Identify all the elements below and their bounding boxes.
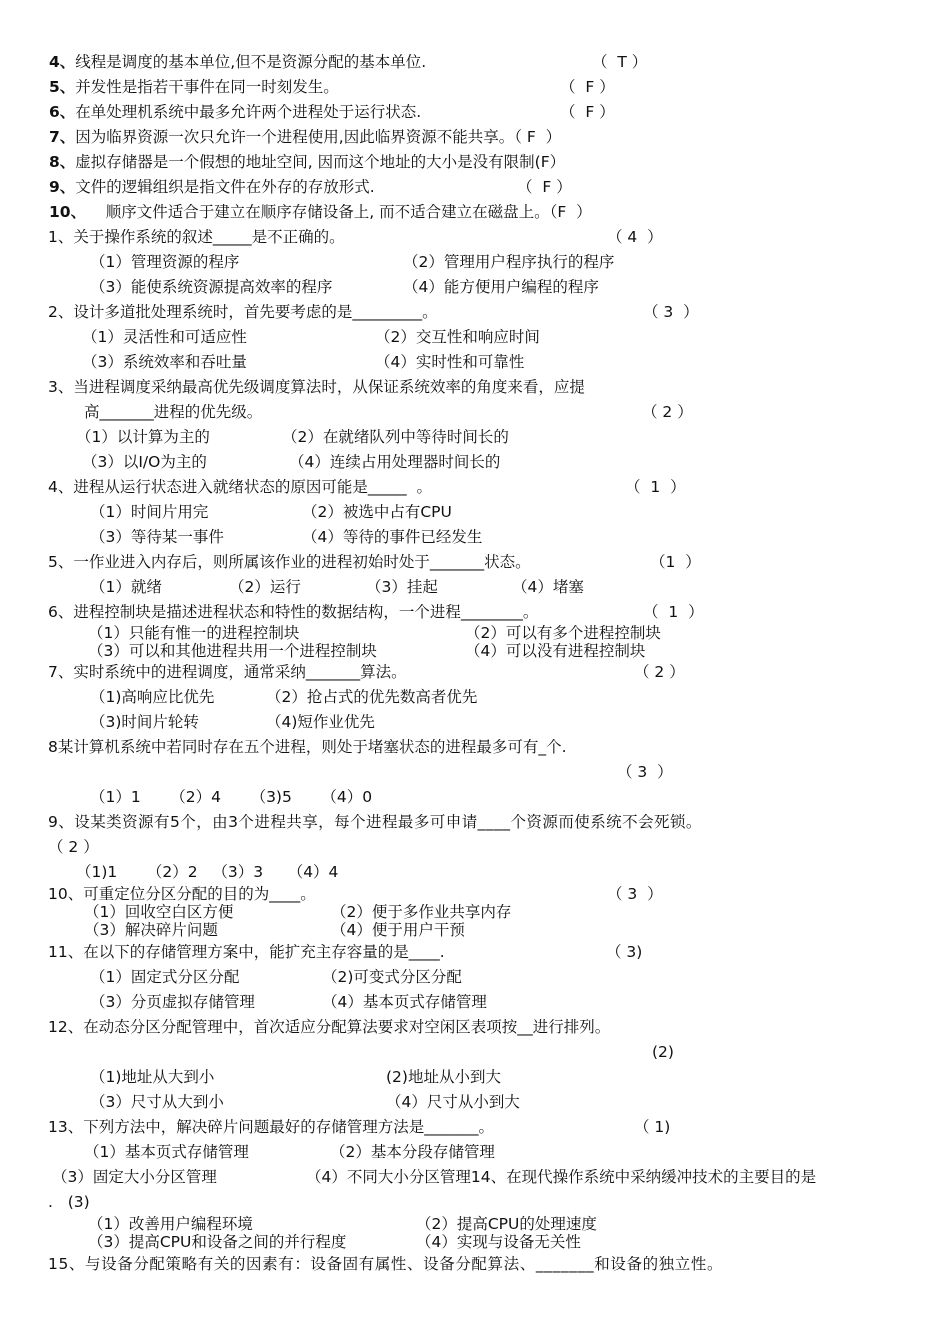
tf-text: 虚拟存储器是一个假想的地址空间, 因而这个地址的大小是没有限制(F） [75, 153, 566, 171]
tf-text: 顺序文件适合于建立在顺序存储设备上, 而不适合建立在磁盘上。（F ） [86, 203, 592, 221]
option: （1）固定式分区分配 [90, 968, 240, 986]
tf-item [49, 127, 561, 147]
option: （4）实现与设备无关性 [416, 1233, 581, 1251]
question-text: 9、设某类资源有5个，由3个进程共享，每个进程最多可申请____个资源而使系统不会死锁。 [48, 813, 702, 831]
tf-answer: （ F ） [517, 178, 572, 196]
question-text: 4、进程从运行状态进入就绪状态的原因可能是_____ 。 [48, 478, 432, 496]
option: （3）尺寸从大到小 [90, 1093, 224, 1111]
option: （3）以I/O为主的 [82, 453, 207, 471]
answer-mark: （ 3) [606, 943, 643, 961]
question-text: 高_______进程的优先级。 [84, 403, 263, 421]
option: （3）系统效率和吞吐量 [82, 353, 247, 371]
tf-text: 在单处理机系统中最多允许两个进程处于运行状态. [75, 103, 422, 121]
answer-mark: （ 3 ） [617, 763, 673, 781]
tf-text: 线程是调度的基本单位,但不是资源分配的基本单位. [75, 53, 427, 71]
option: （3）等待某一事件 [90, 528, 224, 546]
option: （2）提高CPU的处理速度 [416, 1215, 597, 1233]
tf-item [49, 52, 426, 72]
option: （4）不同大小分区管理14、在现代操作系统中采纳缓冲技术的主要目的是 [306, 1168, 817, 1186]
answer-mark: (2) [652, 1043, 674, 1061]
tf-number: 10、 [49, 203, 87, 221]
answer-mark: （ 2 ） [634, 663, 685, 681]
option: （3）提高CPU和设备之间的并行程度 [88, 1233, 347, 1251]
answer-mark: （ 1 ） [625, 478, 686, 496]
option: （2）抢占式的优先数高者优先 [266, 688, 478, 706]
option: （1)地址从大到小 [90, 1068, 215, 1086]
tf-item [49, 202, 592, 222]
option: （4）连续占用处理器时间长的 [289, 453, 501, 471]
option: （3）分页虚拟存储管理 [90, 993, 255, 1011]
option: （1）灵活性和可适应性 [82, 328, 247, 346]
option: （1）回收空白区方便 [84, 903, 234, 921]
option: （2）交互性和响应时间 [375, 328, 540, 346]
option: （1）只能有惟一的进程控制块 [88, 624, 300, 642]
question-text: 11、在以下的存储管理方案中，能扩充主存容量的是____. [48, 943, 445, 961]
tf-answer: （ F ） [560, 78, 615, 96]
tf-item [49, 152, 565, 172]
answer-mark: （ 1) [634, 1118, 671, 1136]
option: （1)高响应比优先 [90, 688, 215, 706]
question-text: 2、设计多道批处理系统时，首先要考虑的是_________。 [48, 303, 438, 321]
answer-mark: （ 2 ） [48, 838, 99, 856]
question-text: 13、下列方法中，解决碎片问题最好的存储管理方法是_______。 [48, 1118, 494, 1136]
option: （3)时间片轮转 [90, 713, 199, 731]
option: （3）挂起 [366, 578, 438, 596]
question-text: 5、一作业进入内存后，则所属该作业的进程初始时处于_______状态。 [48, 553, 531, 571]
answer-mark: （1 ） [650, 553, 701, 571]
option: （2）运行 [229, 578, 301, 596]
tf-number: 7、 [49, 128, 76, 146]
option: （3）可以和其他进程共用一个进程控制块 [88, 642, 377, 660]
question-text: 1、关于操作系统的叙述_____是不正确的。 [48, 228, 345, 246]
option: （4）尺寸从小到大 [386, 1093, 520, 1111]
answer-mark: （ 4 ） [607, 228, 663, 246]
option: （2）被选中占有CPU [302, 503, 452, 521]
option: （1）以计算为主的 [76, 428, 210, 446]
option: （2）可以有多个进程控制块 [465, 624, 661, 642]
answer-mark: . (3) [48, 1193, 90, 1211]
tf-text: 并发性是指若干事件在同一时刻发生。 [75, 78, 339, 96]
option: （2）基本分段存储管理 [330, 1143, 495, 1161]
question-text: 7、实时系统中的进程调度，通常采纳_______算法。 [48, 663, 407, 681]
option: （4)短作业优先 [266, 713, 375, 731]
question-text: 6、进程控制块是描述进程状态和特性的数据结构，一个进程________。 [48, 603, 539, 621]
question-text: 10、可重定位分区分配的目的为____。 [48, 885, 316, 903]
tf-item [49, 177, 375, 197]
question-text: 8某计算机系统中若同时存在五个进程，则处于堵塞状态的进程最多可有_个. [48, 738, 567, 756]
option: （4）可以没有进程控制块 [465, 642, 646, 660]
option: （4）能方便用户编程的程序 [403, 278, 599, 296]
option: （4）基本页式存储管理 [322, 993, 487, 1011]
tf-number: 6、 [49, 103, 76, 121]
option: （2）在就绪队列中等待时间长的 [282, 428, 509, 446]
tf-number: 4、 [49, 53, 76, 71]
tf-text: 文件的逻辑组织是指文件在外存的存放形式. [75, 178, 375, 196]
option: （2）管理用户程序执行的程序 [403, 253, 615, 271]
option: (2)地址从小到大 [386, 1068, 501, 1086]
option: （1）基本页式存储管理 [84, 1143, 249, 1161]
tf-item [49, 102, 421, 122]
option: （4）实时性和可靠性 [375, 353, 525, 371]
option: （3）解决碎片问题 [84, 921, 218, 939]
tf-text: 因为临界资源一次只允许一个进程使用,因此临界资源不能共享。（ F ） [75, 128, 562, 146]
option: （1）管理资源的程序 [90, 253, 240, 271]
option: （2）便于多作业共享内存 [331, 903, 512, 921]
answer-mark: （ 3 ） [643, 303, 699, 321]
question-text: 12、在动态分区分配管理中，首次适应分配算法要求对空闲区表项按__进行排列。 [48, 1018, 611, 1036]
tf-item [49, 77, 339, 97]
option: （3）固定大小分区管理 [52, 1168, 217, 1186]
option: （1）1 （2）4 （3)5 （4）0 [90, 788, 373, 806]
option: （4）堵塞 [512, 578, 584, 596]
option: （1)1 （2）2 （3）3 （4）4 [76, 863, 339, 881]
tf-number: 8、 [49, 153, 76, 171]
option: （4）便于用户干预 [331, 921, 465, 939]
question-text: 3、当进程调度采纳最高优先级调度算法时，从保证系统效率的角度来看，应提 [48, 378, 585, 396]
tf-number: 5、 [49, 78, 76, 96]
tf-answer: （ F ） [560, 103, 615, 121]
option: （1）时间片用完 [90, 503, 209, 521]
option: （4）等待的事件已经发生 [302, 528, 483, 546]
option: （3）能使系统资源提高效率的程序 [90, 278, 333, 296]
option: （1）改善用户编程环境 [88, 1215, 253, 1233]
tf-number: 9、 [49, 178, 76, 196]
answer-mark: （ 3 ） [607, 885, 663, 903]
tf-answer: （ T ） [592, 53, 648, 71]
option: （2)可变式分区分配 [322, 968, 462, 986]
answer-mark: （ 1 ） [643, 603, 704, 621]
option: （1）就绪 [90, 578, 162, 596]
answer-mark: （ 2 ） [642, 403, 693, 421]
question-text: 15、与设备分配策略有关的因素有：设备固有属性、设备分配算法、_______和设备的独立性。 [48, 1255, 724, 1273]
